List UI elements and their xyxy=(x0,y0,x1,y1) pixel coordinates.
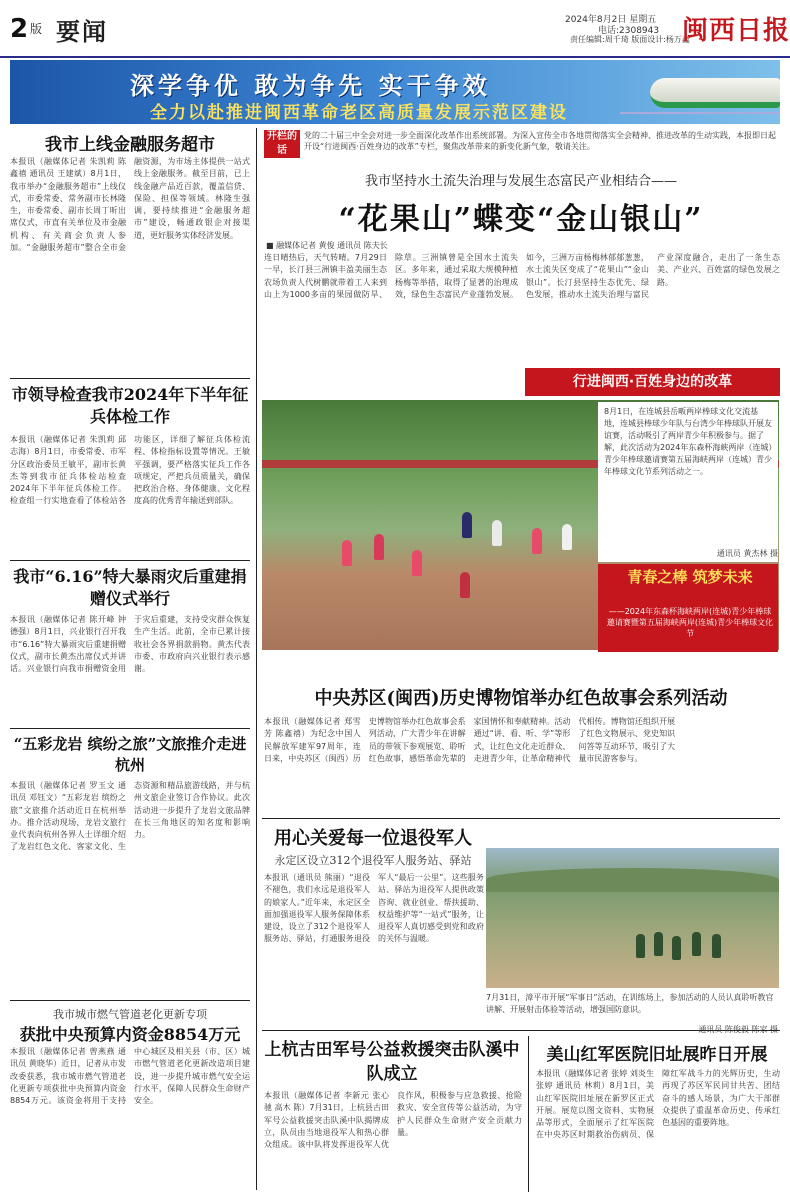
article-title-conscription[interactable]: 市领导检查我市2024年下半年征兵体检工作 xyxy=(11,385,249,426)
article-divider xyxy=(262,1030,780,1031)
article-title-veterans[interactable]: 用心关爱每一位退役军人 xyxy=(274,828,472,849)
rail-line xyxy=(620,112,780,114)
page-number-suffix: 版 xyxy=(30,22,43,36)
article-body-rescue: 本报讯（融媒体记者 李新元 张心驰 高木 陈）7月31日，上杭县古田军号公益救援突击队溪中队揭牌成立，队员由当地退役军人和热心群众组成。该中队将发挥退役军人优良作风，积极参与应急救援、抢险救灾、安全宣传等公益活动，为守护人民群众生命财产安全贡献力量。 xyxy=(264,1091,522,1150)
article-divider xyxy=(262,818,780,819)
issue-date: 2024年8月2日 星期五 xyxy=(565,15,657,25)
section-name: 要闻 xyxy=(56,18,108,46)
banner-slogan: 深学争优 敢为争先 实干争效 xyxy=(130,71,491,100)
article-title-donation[interactable]: 我市“6.16”特大暴雨灾后重建捐赠仪式举行 xyxy=(13,567,247,608)
column-divider xyxy=(256,128,257,1190)
militia-photo-caption: 7月31日，漳平市开展“军事日”活动，在训练场上，参加活动的人员认真聆听教官讲解、开展射击体验等活动，增强国防意识。 xyxy=(486,993,774,1014)
column-intro-text: 党的二十届三中全会对进一步全面深化改革作出系统部署。为深入宣传全市各地贯彻落实全会精神、推进改革的生动实践，本报即日起开设“行进闽西·百姓身边的改革”专栏，聚焦改革带来的新变化新气象，敬请关注。 xyxy=(304,131,776,151)
newspaper-logo: 闽西日报 xyxy=(682,16,790,46)
article-title-rescue[interactable]: 上杭古田军号公益救援突击队溪中队成立 xyxy=(264,1040,520,1084)
article-divider xyxy=(10,560,250,561)
masthead xyxy=(0,0,790,58)
campaign-banner xyxy=(10,60,780,124)
youth-badge-title: 青春之棒 筑梦未来 xyxy=(627,568,753,586)
banner-subslogan: 全力以赴推进闽西革命老区高质量发展示范区建设 xyxy=(150,103,568,123)
editor-phone: 电话:2308943 xyxy=(598,26,660,36)
baseball-credit: 通讯员 黄杰林 摄 xyxy=(716,549,778,558)
article-body-donation: 本报讯（融媒体记者 陈开峰 钟德强）8月1日，兴业银行召开我市“6.16”特大暴雨灾后重建捐赠仪式，副市长黄杰出席仪式并讲话。兴业银行向我市捐赠资金用于灾后重建，支持受灾群众恢复生产生活。此前，全市已累计接收社会各界捐款捐物。黄杰代表市委、市政府向兴业银行表示感谢。 xyxy=(10,615,250,674)
article-divider xyxy=(10,1000,250,1001)
article-kicker-gas: 我市城市燃气管道老化更新专项 xyxy=(53,1008,207,1021)
feature-body: 连日晴热后，天气转晴。7月29日一早，长汀县三洲镇丰盈美丽生态农场负责人代树鹏就带着工人来到山上为1000多亩的果园做防旱、除草。三洲镇曾是全国水土流失区。多年来，通过采取大规模种植杨梅等举措，取得了显著的治理成效，绿色生态富民产业蓬勃发展。如今，三洲万亩杨梅林郁郁葱葱，水土流失区变成了“花果山”“金山银山”。长汀县坚持生态优先、绿色发展，推动水土流失治理与富民产业深度融合，走出了一条生态美、产业兴、百姓富的绿色发展之路。 xyxy=(264,253,780,299)
article-body-finance: 本报讯（融媒体记者 朱凯莉 陈鑫禧 通讯员 王建斌）8月1日，我市举办“金融服务超市”上线仪式，市委常委、常务副市长林隆生，市委常委、副市长周丁昕出席仪式，市直有关单位及市金融机构、有关商会负责人参加。“金融服务超市”整合全市金融资源，为市场主体提供一站式线上金融服务。截至目前，已上线金融产品近百款，覆盖信贷、保险、担保等领域。林隆生强调，要持续推进“金融服务超市”建设，畅通政银企对接渠道，更好服务实体经济发展。 xyxy=(10,157,250,253)
article-divider xyxy=(10,728,250,729)
article-title-gas[interactable]: 获批中央预算内资金8854万元 xyxy=(19,1025,241,1044)
article-title-finance[interactable]: 我市上线金融服务超市 xyxy=(45,135,215,155)
article-body-tourism: 本报讯（融媒体记者 罗玉文 通讯员 邓钰文）“五彩龙岩 缤纷之旅”文旅推介活动近日在杭州举办。推介活动现场，龙岩文旅行业代表向杭州各界人士详细介绍了龙岩红色文化、客家文化、生态资源和精品旅游线路，并与杭州文旅企业签订合作协议。此次活动进一步提升了龙岩文旅品牌在长三角地区的知名度和影响力。 xyxy=(10,781,250,852)
feature-kicker: 我市坚持水土流失治理与发展生态富民产业相结合—— xyxy=(364,174,677,189)
youth-badge-text: ——2024年东森杯海峡两岸(连城)青少年棒球邀请赛暨第五届海峡两岸(连城)青少年棒球文化节 xyxy=(606,607,774,638)
column-label: 行进闽西·百姓身边的改革 xyxy=(525,368,780,396)
feature-title[interactable]: “花果山”蝶变“金山银山” xyxy=(338,202,704,237)
page-number: 2 xyxy=(10,14,29,44)
article-body-gas: 本报讯（融媒体记者 曾燕燕 通讯员 黄晓华）近日，记者从市发改委获悉，我市城市燃气管道老化更新专项获批中央预算内资金8854万元。该资金将用于支持中心城区及相关县（市、区）城市燃气管道老化更新改造项目建设，进一步提升城市燃气安全运行水平，保障人民群众生命财产安全。 xyxy=(10,1047,250,1106)
article-title-museum[interactable]: 中央苏区(闽西)历史博物馆举办红色故事会系列活动 xyxy=(314,688,728,709)
militia-training-photo xyxy=(486,848,779,988)
feature-byline: ■ 融媒体记者 黄俊 通讯员 陈夫长 xyxy=(266,241,388,250)
article-divider xyxy=(10,378,250,379)
article-body-veterans: 本报讯（通讯员 熊丽）“退役不褪色，我们永远是退役军人的娘家人。”近年来，永定区全面加强退役军人服务保障体系建设，设立了312个退役军人服务站、驿站，打通服务退役军人“最后一公里”。这些服务站、驿站为退役军人提供政策咨询、就业创业、帮扶援助、权益维护等“一站式”服务，让退役军人真切感受到党和政府的关怀与温暖。 xyxy=(264,873,484,944)
article-body-museum: 本报讯（融媒体记者 郑雪芳 陈鑫禧）为纪念中国人民解放军建军97周年，连日来，中央苏区（闽西）历史博物馆举办红色故事会系列活动，广大青少年在讲解员的带领下参观展览、聆听红色故事，感悟革命先辈的家国情怀和奉献精神。活动通过“讲、看、听、学”等形式，让红色文化走近群众、走进青少年，让革命精神代代相传。博物馆还组织开展了红色文物展示、党史知识问答等互动环节，吸引了大量市民游客参与。 xyxy=(264,717,676,763)
article-title-tourism[interactable]: “五彩龙岩 缤纷之旅”文旅推介走进杭州 xyxy=(13,735,247,774)
article-body-conscription: 本报讯（融媒体记者 朱凯莉 邱志海）8月1日，市委常委、市军分区政治委员王敏平，副市长黄杰等到我市征兵体检站检查2024年下半年征兵体检工作。检查组一行实地查看了体检站各功能区，详细了解征兵体检流程、体检指标设置等情况。王敏平强调，要严格落实征兵工作各项规定，严把兵员质量关，确保把政治合格、身体健康、文化程度高的优秀青年输送到部队。 xyxy=(10,435,250,506)
editor-credits: 责任编辑:周千琦 版面设计:杨万鑫 xyxy=(570,35,690,44)
article-subtitle-veterans: 永定区设立312个退役军人服务站、驿站 xyxy=(274,854,472,867)
column-divider xyxy=(528,1036,529,1192)
article-body-hospital: 本报讯（融媒体记者 张婷 刘炎生 张婷 通讯员 林莉）8月1日，美山红军医院旧址展在新罗区正式开展。展览以图文资料、实物展品等形式，全面展示了红军医院在中央苏区时期救治伤病员、保障红军战斗力的光辉历史，生动再现了苏区军民同甘共苦、团结奋斗的感人场景，为广大干部群众提供了重温革命历史、传承红色基因的重要阵地。 xyxy=(536,1069,780,1140)
column-intro-tag: 开栏的话 xyxy=(264,130,300,158)
train-illustration xyxy=(650,78,780,108)
article-title-hospital[interactable]: 美山红军医院旧址展昨日开展 xyxy=(546,1045,768,1065)
baseball-caption: 8月1日，在连城县岳畈两岸棒球文化交流基地，连城县棒球少年队与台湾少年棒球队开展友谊赛，活动吸引了两岸青少年积极参与。据了解，此次活动为2024年东森杯海峡两岸（连城）青少年棒球邀请赛第五届海峡两岸（连城）青少年棒球文化节系列活动之一。 xyxy=(598,402,778,562)
